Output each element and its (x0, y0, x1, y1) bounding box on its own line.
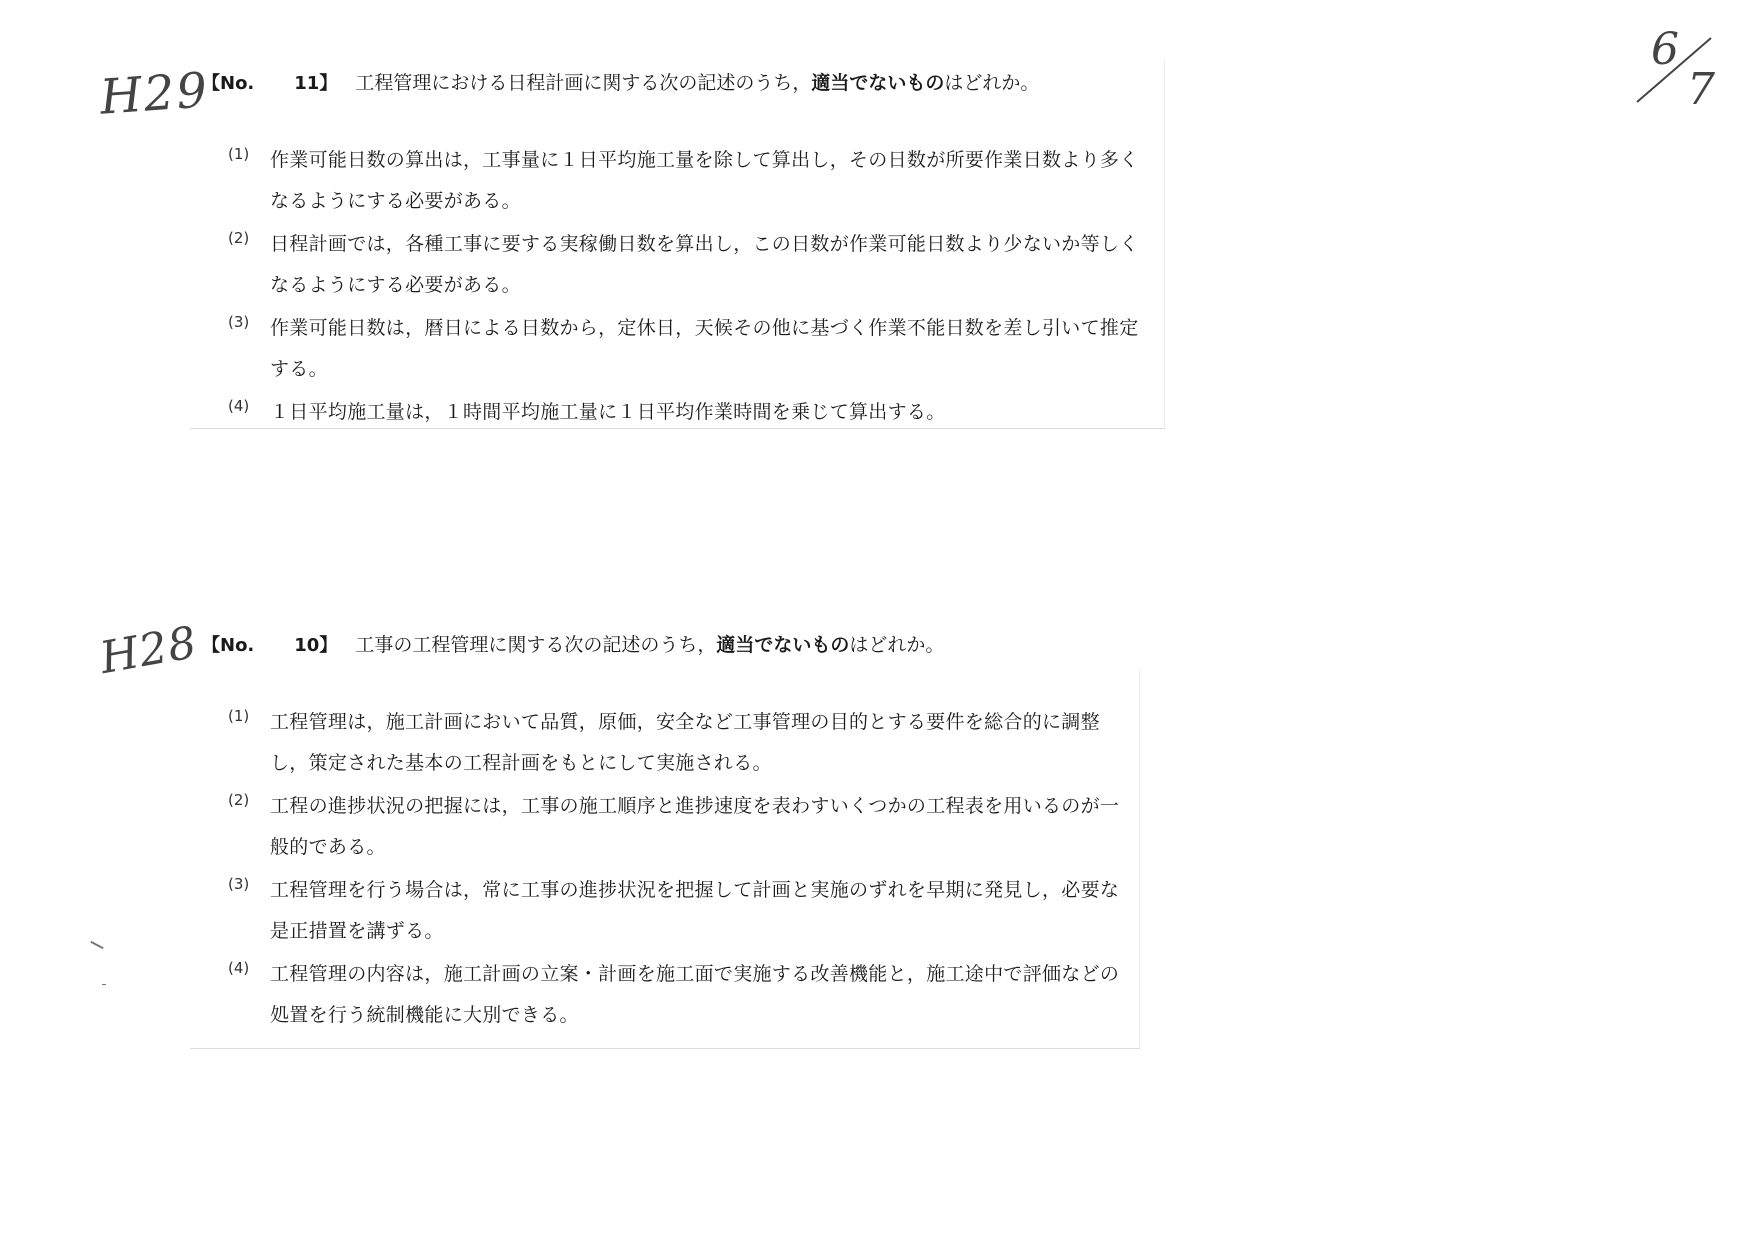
choice-item (228, 786, 1120, 868)
choice-text: 日程計画では，各種工事に要する実稼働日数を算出し，この日数が作業可能日数より少ないか等しくなるようにする必要がある。 (270, 233, 1139, 296)
emphasis-text: 適当でないもの (811, 72, 945, 94)
question-card-1 (190, 52, 1165, 430)
question-header (202, 630, 944, 657)
choice-item (228, 870, 1120, 952)
question-number: 【No. 11】 (202, 73, 338, 94)
choice-text: １日平均施工量は，１時間平均施工量に１日平均作業時間を乗じて算出する。 (270, 401, 946, 423)
handwritten-year-h29: H29 (98, 62, 211, 126)
handwritten-year-h28: H28 (96, 616, 202, 685)
scan-edge-bottom (190, 1048, 1140, 1049)
question-stem: 工事の工程管理に関する次の記述のうち，適当でないものはどれか。 (355, 634, 945, 656)
choice-number: (3) (228, 313, 250, 331)
choice-number: (4) (228, 959, 250, 977)
question-stem: 工程管理における日程計画に関する次の記述のうち，適当でないものはどれか。 (355, 72, 1040, 94)
choice-text: 作業可能日数の算出は，工事量に１日平均施工量を除して算出し，その日数が所要作業日数より多くなるようにする必要がある。 (270, 149, 1139, 212)
choice-item (228, 308, 1145, 390)
scan-speck (90, 941, 103, 949)
choice-text: 作業可能日数は，暦日による日数から，定休日，天候その他に基づく作業不能日数を差し引いて推定する。 (270, 317, 1139, 380)
choice-item (228, 224, 1145, 306)
scan-edge-right (1139, 670, 1140, 1048)
choice-number: (2) (228, 229, 250, 247)
choice-list (228, 140, 1145, 435)
question-card-2 (190, 610, 1140, 1050)
handwritten-page-number (1625, 24, 1725, 115)
page-numerator: 6 (1651, 24, 1679, 75)
emphasis-text: 適当でないもの (716, 634, 850, 656)
question-header (202, 68, 1039, 95)
choice-number: (3) (228, 875, 250, 893)
choice-number: (4) (228, 397, 250, 415)
choice-text: 工程管理は，施工計画において品質，原価，安全など工事管理の目的とする要件を総合的に調整し，策定された基本の工程計画をもとにして実施される。 (270, 711, 1100, 774)
choice-number: (2) (228, 791, 250, 809)
choice-item (228, 702, 1120, 784)
choice-item (228, 392, 1145, 433)
choice-item (228, 140, 1145, 222)
choice-number: (1) (228, 707, 250, 725)
scan-speck (102, 984, 106, 985)
choice-text: 工程の進捗状況の把握には，工事の施工順序と進捗速度を表わすいくつかの工程表を用いるのが一般的である。 (270, 795, 1120, 858)
scan-edge-right (1164, 60, 1165, 428)
choice-number: (1) (228, 145, 250, 163)
choice-text: 工程管理の内容は，施工計画の立案・計画を施工面で実施する改善機能と，施工途中で評価などの処置を行う統制機能に大別できる。 (270, 963, 1120, 1026)
choice-list (228, 702, 1120, 1038)
choice-text: 工程管理を行う場合は，常に工事の進捗状況を把握して計画と実施のずれを早期に発見し，必要な是正措置を講ずる。 (270, 879, 1120, 942)
question-number: 【No. 10】 (202, 635, 338, 656)
choice-item (228, 954, 1120, 1036)
page-denominator: 7 (1687, 64, 1715, 115)
